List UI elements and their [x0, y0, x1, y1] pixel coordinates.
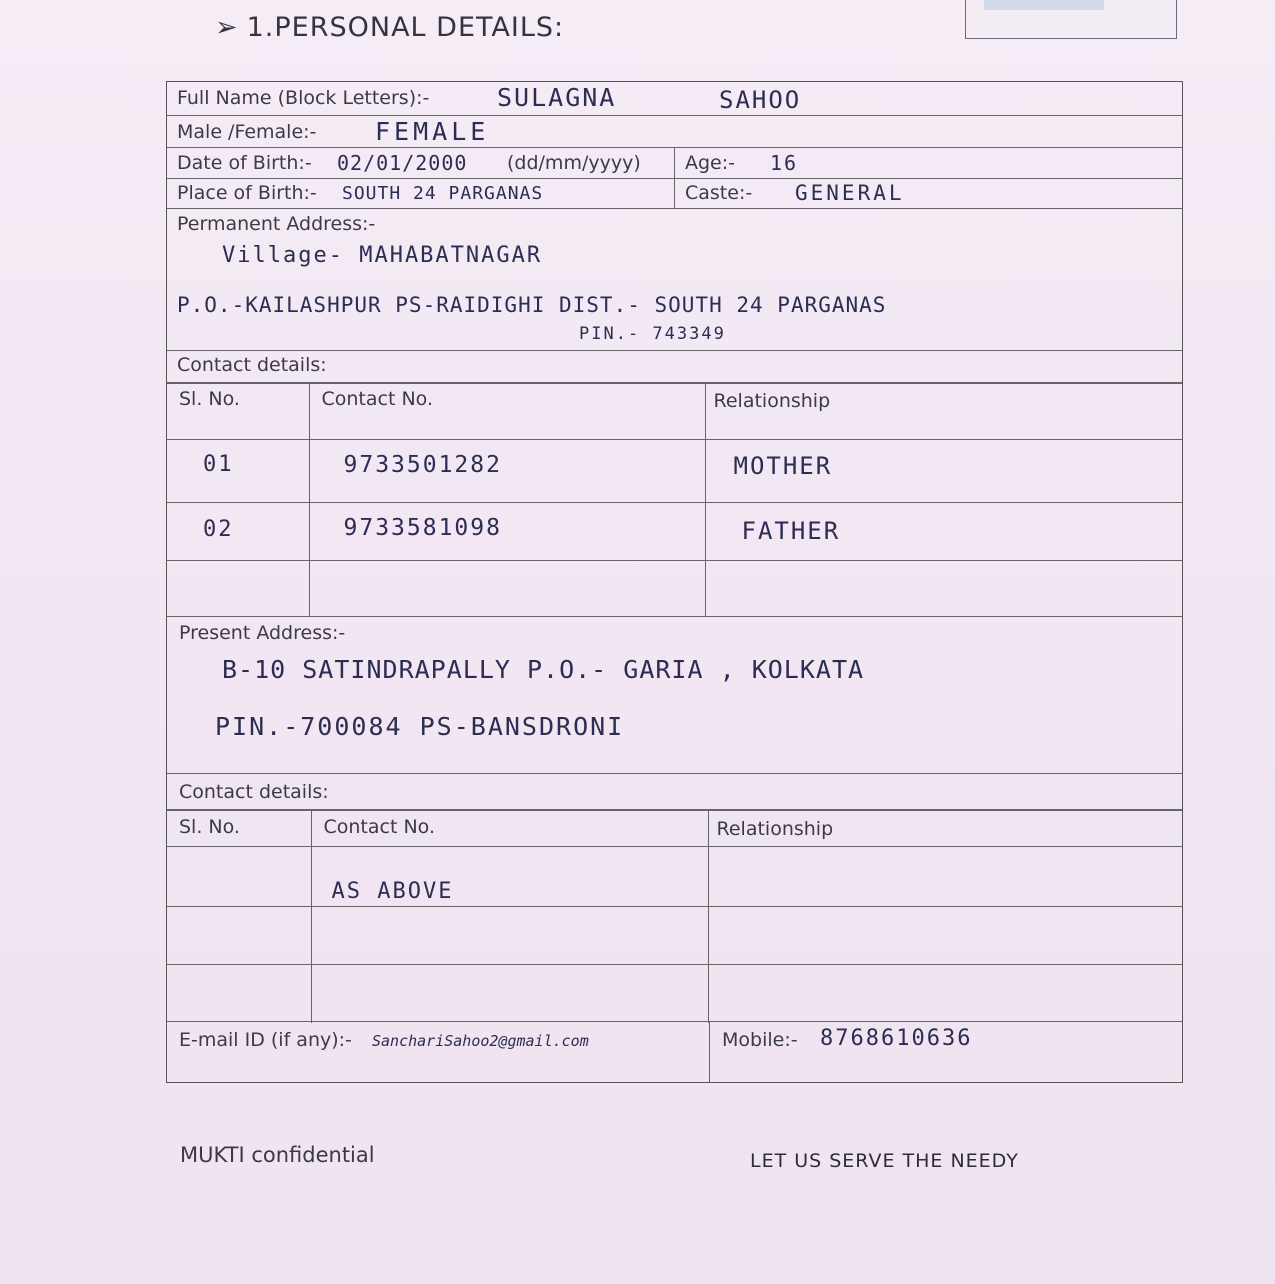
caste-value: GENERAL	[795, 181, 905, 205]
section-title-text: 1.PERSONAL DETAILS:	[246, 12, 565, 43]
table-row	[167, 503, 1182, 561]
mobile-cell	[710, 1022, 1182, 1082]
footer-confidential: MUKTI confidential	[180, 1143, 375, 1167]
full-name-last: SAHOO	[719, 86, 802, 114]
contact-table-2	[167, 810, 1182, 1023]
contact-details-1-label: Contact details:	[177, 354, 327, 376]
full-name-label: Full Name (Block Letters):-	[177, 87, 430, 109]
col-sl-header: Sl. No.	[179, 816, 240, 838]
email-label: E-mail ID (if any):-	[179, 1029, 352, 1051]
mobile-value: 8768610636	[820, 1026, 973, 1051]
present-address-row	[167, 617, 1182, 774]
permanent-address-label: Permanent Address:-	[177, 213, 376, 235]
table-row	[167, 561, 1182, 617]
age-value: 16	[770, 151, 799, 175]
table-row	[167, 440, 1182, 503]
present-address-label: Present Address:-	[179, 622, 346, 644]
caste-label: Caste:-	[685, 182, 753, 204]
section-title	[215, 12, 564, 43]
footer-motto: LET US SERVE THE NEEDY	[750, 1150, 1019, 1172]
row-2-relationship: FATHER	[741, 517, 841, 545]
col-relationship-header: Relationship	[716, 818, 834, 840]
as-above-note: AS ABOVE	[331, 879, 454, 904]
email-mobile-row	[167, 1022, 1182, 1082]
row-2-sl: 02	[203, 517, 234, 542]
table-row	[167, 907, 1182, 965]
permanent-address-line2: P.O.-KAILASHPUR PS-RAIDIGHI DIST.- SOUTH 24 PARGANAS	[177, 293, 887, 317]
col-contact-header: Contact No.	[323, 816, 436, 838]
dob-label: Date of Birth:-	[177, 152, 312, 174]
full-name-row	[167, 82, 1182, 116]
email-cell	[167, 1022, 710, 1082]
pob-caste-row	[167, 179, 1182, 209]
dob-cell	[167, 148, 675, 178]
col-sl-header: Sl. No.	[179, 388, 240, 410]
contact-table-1	[167, 383, 1182, 617]
photo-box	[965, 0, 1177, 39]
row-1-sl: 01	[203, 452, 234, 477]
contact-details-2-section	[167, 774, 1182, 1022]
age-label: Age:-	[685, 152, 736, 174]
age-cell	[675, 148, 1182, 178]
permanent-address-line1: Village- MAHABATNAGAR	[222, 243, 543, 268]
contact-table-1-header-row	[167, 384, 1182, 440]
personal-details-form	[166, 81, 1183, 1083]
gender-label: Male /Female:-	[177, 121, 317, 143]
col-relationship-header: Relationship	[713, 390, 831, 412]
photo-image	[984, 0, 1104, 10]
dob-age-row	[167, 148, 1182, 179]
row-2-number: 9733581098	[343, 515, 502, 541]
mobile-label: Mobile:-	[722, 1029, 798, 1051]
contact-details-1-section	[167, 351, 1182, 617]
email-value: SanchariSahoo2@gmail.com	[372, 1032, 589, 1050]
pob-value: SOUTH 24 PARGANAS	[342, 183, 544, 204]
arrow-bullet-icon: ➢	[215, 12, 239, 43]
contact-details-2-header	[167, 774, 1182, 810]
contact-details-1-header	[167, 351, 1182, 383]
dob-value: 02/01/2000	[337, 151, 468, 175]
contact-details-2-label: Contact details:	[179, 781, 329, 803]
table-row	[167, 847, 1182, 907]
contact-table-2-header-row	[167, 811, 1182, 847]
caste-cell	[675, 179, 1182, 208]
col-contact-header: Contact No.	[321, 388, 434, 410]
table-row	[167, 965, 1182, 1023]
pob-label: Place of Birth:-	[177, 182, 317, 204]
present-address-line1: B-10 SATINDRAPALLY P.O.- GARIA , KOLKATA	[222, 655, 865, 684]
gender-row	[167, 116, 1182, 148]
present-address-line2: PIN.-700084 PS-BANSDRONI	[215, 712, 625, 741]
row-1-relationship: MOTHER	[733, 452, 833, 480]
gender-value: FEMALE	[375, 117, 490, 146]
permanent-address-row	[167, 209, 1182, 351]
full-name-first: SULAGNA	[497, 83, 617, 112]
row-1-number: 9733501282	[343, 452, 502, 478]
permanent-address-line3: PIN.- 743349	[579, 324, 726, 344]
pob-cell	[167, 179, 675, 208]
dob-format: (dd/mm/yyyy)	[507, 152, 641, 174]
